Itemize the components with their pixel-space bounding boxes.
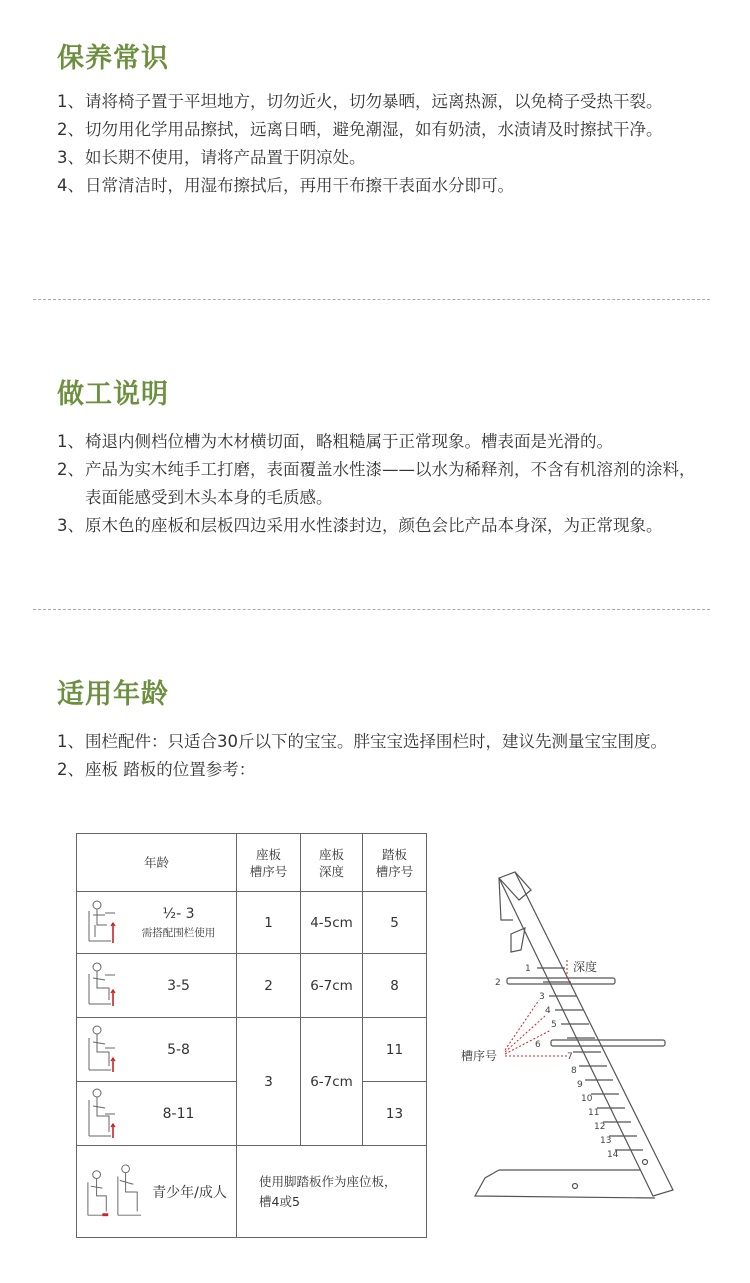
table-row <box>77 1146 427 1238</box>
slot-number: 6 <box>535 1040 541 1050</box>
craft-list <box>57 428 697 540</box>
foot-slot-cell: 11 <box>363 1018 427 1082</box>
foot-slot-cell: 5 <box>363 892 427 954</box>
seat-depth-cell: 6-7cm <box>301 1018 363 1146</box>
slot-number: 4 <box>545 1006 551 1016</box>
seat-slot-cell: 1 <box>237 892 301 954</box>
slot-number: 7 <box>567 1052 573 1062</box>
slot-number: 8 <box>571 1066 577 1076</box>
header-foot: 踏板 槽序号 <box>363 834 427 892</box>
craft-title: 做工说明 <box>57 379 169 410</box>
adult-on-chair-icon <box>85 1163 143 1221</box>
seat-slot-cell: 2 <box>237 954 301 1018</box>
age-cell: 5-8 <box>77 1018 237 1082</box>
header-age: 年龄 <box>77 834 237 892</box>
slot-rungs <box>537 968 643 1150</box>
depth-label: 深度 <box>573 960 598 974</box>
divider <box>33 299 710 300</box>
list-item: 3、 如长期不使用，请将产品置于阴凉处。 <box>57 148 366 167</box>
seat-slot-cell: 3 <box>237 1018 301 1146</box>
header-seat: 座板 槽序号 <box>237 834 301 892</box>
slot-numbers <box>495 964 619 1160</box>
care-list <box>57 88 697 200</box>
list-item: 2、 切勿用化学用品擦拭，远离日晒，避免潮湿，如有奶渍，水渍请及时擦拭干净。 <box>57 120 663 139</box>
slot-number: 5 <box>551 1020 557 1030</box>
table-row <box>77 1018 427 1082</box>
slot-number: 9 <box>577 1080 583 1090</box>
child-on-chair-icon <box>85 1024 121 1076</box>
header-depth: 座板 深度 <box>301 834 363 892</box>
list-item: 2、 产品为实木纯手工打磨，表面覆盖水性漆——以水为稀释剂，不含有机溶剂的涂料，表面能感受到木头本身的毛质感。 <box>57 460 696 507</box>
table-row <box>77 954 427 1018</box>
table-row <box>77 892 427 954</box>
age-table <box>76 833 427 1238</box>
age-cell: 青少年/成人 <box>77 1146 237 1238</box>
care-title: 保养常识 <box>57 43 169 74</box>
table-header-row <box>77 834 427 892</box>
list-item: 3、 原木色的座板和层板四边采用水性漆封边，颜色会比产品本身深，为正常现象。 <box>57 516 663 535</box>
slot-number: 13 <box>600 1136 612 1146</box>
list-item: 2、 座板 踏板的位置参考： <box>57 760 256 779</box>
child-on-chair-icon <box>85 897 121 949</box>
foot-slot-cell: 8 <box>363 954 427 1018</box>
slot-number: 10 <box>581 1094 593 1104</box>
list-item: 4、 日常清洁时，用湿布擦拭后，再用干布擦干表面水分即可。 <box>57 176 514 195</box>
seat-depth-cell: 6-7cm <box>301 954 363 1018</box>
list-item: 1、 椅退内侧档位槽为木材横切面，略粗糙属于正常现象。槽表面是光滑的。 <box>57 432 613 451</box>
age-cell: 8-11 <box>77 1082 237 1146</box>
slot-number: 2 <box>495 978 501 988</box>
chair-diagram <box>455 860 695 1210</box>
age-cell: ½- 3 需搭配围栏使用 <box>77 892 237 954</box>
age-list <box>57 728 697 784</box>
list-item: 1、 围栏配件：只适合30斤以下的宝宝。胖宝宝选择围栏时，建议先测量宝宝围度。 <box>57 732 667 751</box>
age-cell: 3-5 <box>77 954 237 1018</box>
slot-number: 1 <box>525 964 531 974</box>
slot-number: 11 <box>588 1108 600 1118</box>
child-on-chair-icon <box>85 1088 121 1140</box>
list-item: 1、 请将椅子置于平坦地方，切勿近火，切勿暴晒，远离热源，以免椅子受热干裂。 <box>57 92 663 111</box>
slot-label: 槽序号 <box>461 1049 498 1063</box>
chair-outline <box>475 872 673 1198</box>
divider <box>33 609 710 610</box>
adult-note-cell: 使用脚踏板作为座位板， 槽4或5 <box>237 1146 427 1238</box>
foot-slot-cell: 13 <box>363 1082 427 1146</box>
slot-number: 14 <box>607 1150 619 1160</box>
slot-number: 12 <box>594 1122 606 1132</box>
age-title: 适用年龄 <box>57 679 169 710</box>
seat-depth-cell: 4-5cm <box>301 892 363 954</box>
slot-number: 3 <box>539 992 545 1002</box>
child-on-chair-icon <box>85 960 121 1012</box>
